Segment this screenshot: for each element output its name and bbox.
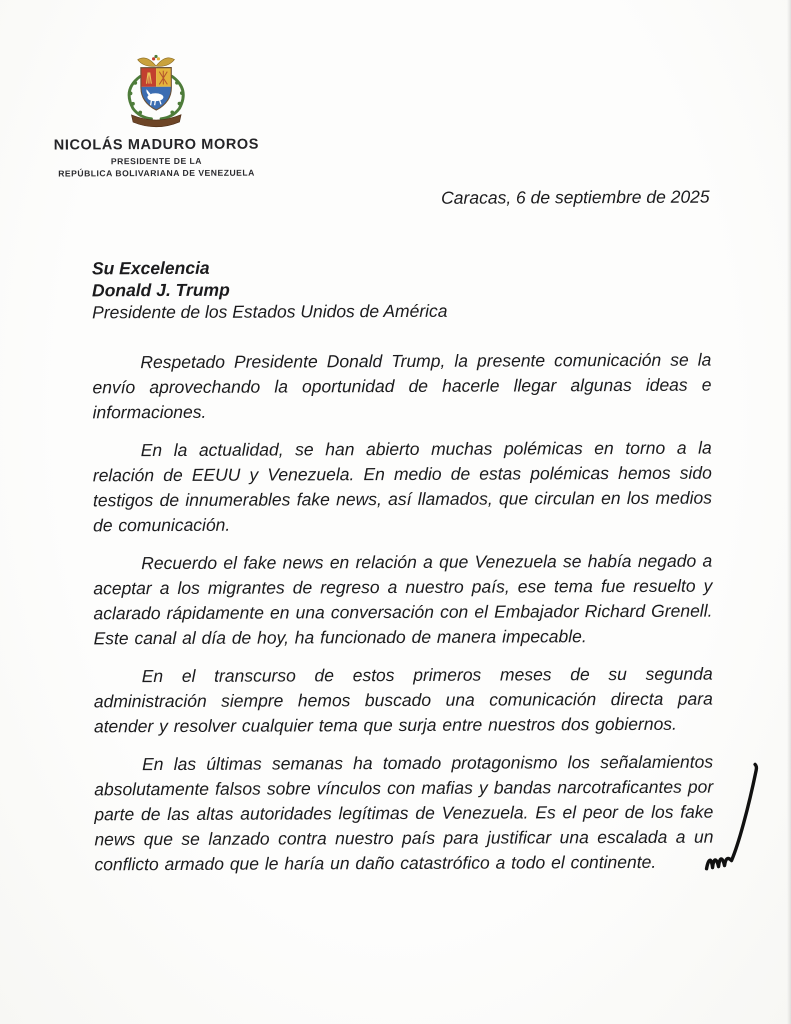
letterhead-title-line2: REPÚBLICA BOLIVARIANA DE VENEZUELA <box>58 167 255 179</box>
handwritten-paraph-mark <box>699 761 772 879</box>
recipient-title: Presidente de los Estados Unidos de América <box>92 300 448 323</box>
recipient-salutation: Su Excelencia <box>91 257 210 279</box>
recipient-name: Donald J. Trump <box>91 279 230 301</box>
letterhead-name: NICOLÁS MADURO MOROS <box>53 136 260 154</box>
paragraph-5: En las últimas semanas ha tomado protagonismo los señalamientos absolutamente falsos sobre vínculos con mafias y bandas narcotraficantes por parte de las altas autoridades legítimas de Venezuela. Es el peor de los fake news que se lanzado contra nuestro país para justificar una escalada a un conflicto armado que le haría un daño catastrófico a todo el continente. <box>94 751 714 875</box>
paragraph-1: Respetado Presidente Donald Trump, la presente comunicación se la envío aprovechando la oportunidad de hacerle llegar algunas ideas e informaciones. <box>92 349 712 423</box>
paragraph-2: En la actualidad, se han abierto muchas polémicas en torno a la relación de EEUU y Venezuela. En medio de estas polémicas hemos sido testigos de innumerables fake news, así llamados, que circulan en los medios de comunicación. <box>92 437 712 536</box>
venezuela-coat-of-arms-icon <box>116 49 196 131</box>
letterhead <box>38 49 275 179</box>
paragraph-4: En el transcurso de estos primeros meses de su segunda administración siempre hemos buscado una comunicación directa para atender y resolver cualquier tema que surja entre nuestros dos gobiernos. <box>93 663 713 737</box>
letter-body <box>92 348 713 891</box>
recipient-block <box>92 256 448 324</box>
paragraph-3: Recuerdo el fake news en relación a que Venezuela se había negado a aceptar a los migrantes de regreso a nuestro país, ese tema fue resuelto y aclarado rápidamente en una conversación con el Embajador Richard Grenell. Este canal al día de hoy, ha funcionado de manera impecable. <box>93 550 713 649</box>
letterhead-title-line1: PRESIDENTE DE LA <box>110 155 203 166</box>
date-line: Caracas, 6 de septiembre de 2025 <box>441 186 710 208</box>
